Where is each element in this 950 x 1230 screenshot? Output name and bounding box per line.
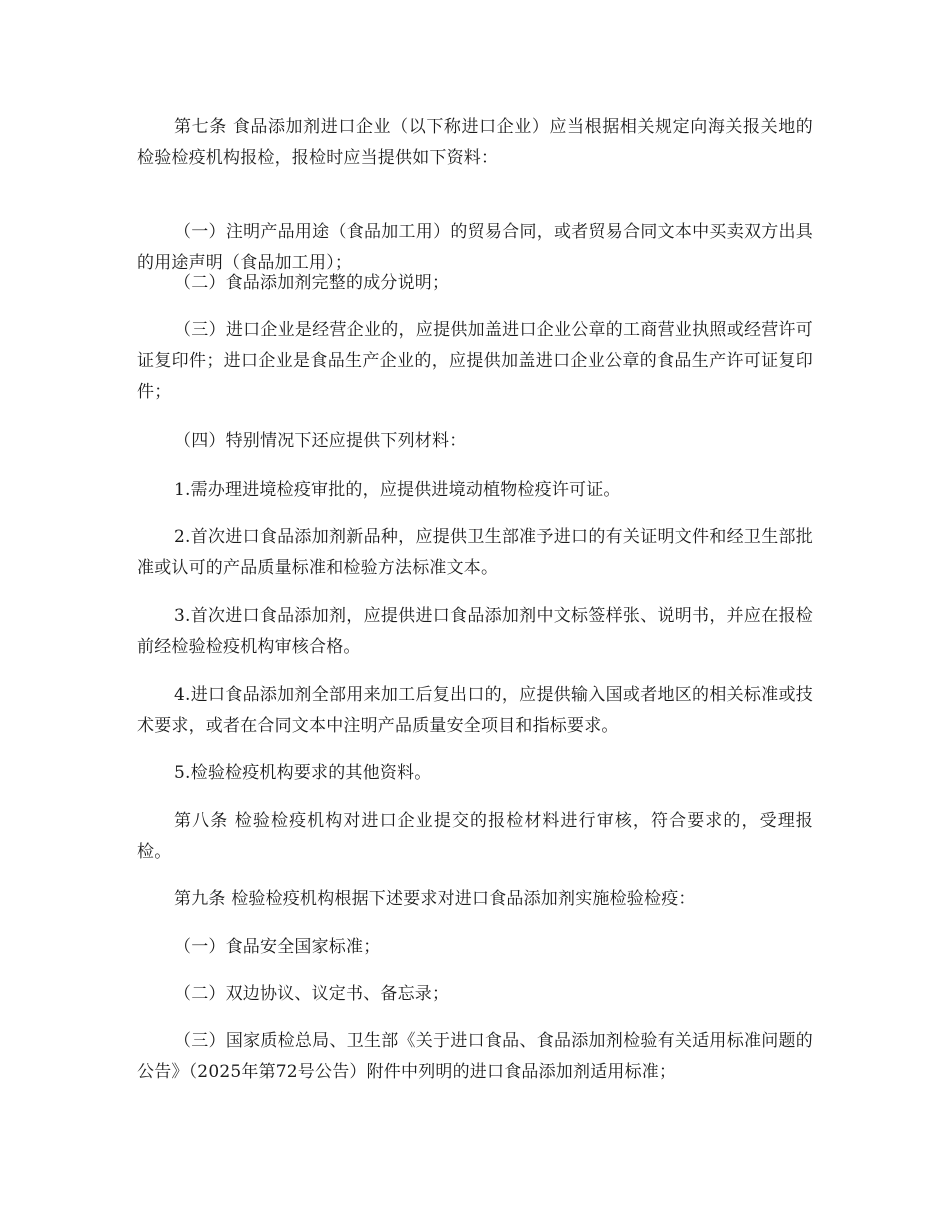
sub-item-4: 4.进口食品添加剂全部用来加工后复出口的，应提供输入国或者地区的相关标准或技术要求，或者在合同文本中注明产品质量安全项目和指标要求。 xyxy=(137,685,813,736)
standard-item-1: （一）食品安全国家标准； xyxy=(174,937,381,957)
list-item-3: （三）进口企业是经营企业的，应提供加盖进口企业公章的工商营业执照或经营许可证复印件；进口企业是食品生产企业的，应提供加盖进口企业公章的食品生产许可证复印件； xyxy=(137,320,813,402)
standard-item-2: （二）双边协议、议定书、备忘录； xyxy=(174,984,450,1004)
standard-item-3: （三）国家质检总局、卫生部《关于进口食品、食品添加剂检验有关适用标准问题的公告》（2025年第72号公告）附件中列明的进口食品添加剂适用标准； xyxy=(137,1031,813,1082)
sub-item-5: 5.检验检疫机构要求的其他资料。 xyxy=(174,763,432,783)
sub-item-3: 3.首次进口食品添加剂，应提供进口食品添加剂中文标签样张、说明书，并应在报检前经检验检疫机构审核合格。 xyxy=(137,606,813,657)
article-9-paragraph: 第九条 检验检疫机构根据下述要求对进口食品添加剂实施检验检疫： xyxy=(174,889,696,909)
list-item-2: （二）食品添加剂完整的成分说明； xyxy=(174,273,450,293)
article-7-paragraph: 第七条 食品添加剂进口企业（以下称进口企业）应当根据相关规定向海关报关地的检验检疫机构报检，报检时应当提供如下资料： xyxy=(137,117,813,168)
article-8-paragraph: 第八条 检验检疫机构对进口企业提交的报检材料进行审核，符合要求的，受理报检。 xyxy=(137,811,813,862)
list-item-1: （一）注明产品用途（食品加工用）的贸易合同，或者贸易合同文本中买卖双方出具的用途声明（食品加工用）； xyxy=(137,222,813,273)
sub-item-1: 1.需办理进境检疫审批的，应提供进境动植物检疫许可证。 xyxy=(174,480,621,500)
sub-item-2: 2.首次进口食品添加剂新品种，应提供卫生部准予进口的有关证明文件和经卫生部批准或认可的产品质量标准和检验方法标准文本。 xyxy=(137,527,813,578)
list-item-4: （四）特别情况下还应提供下列材料： xyxy=(174,431,467,451)
